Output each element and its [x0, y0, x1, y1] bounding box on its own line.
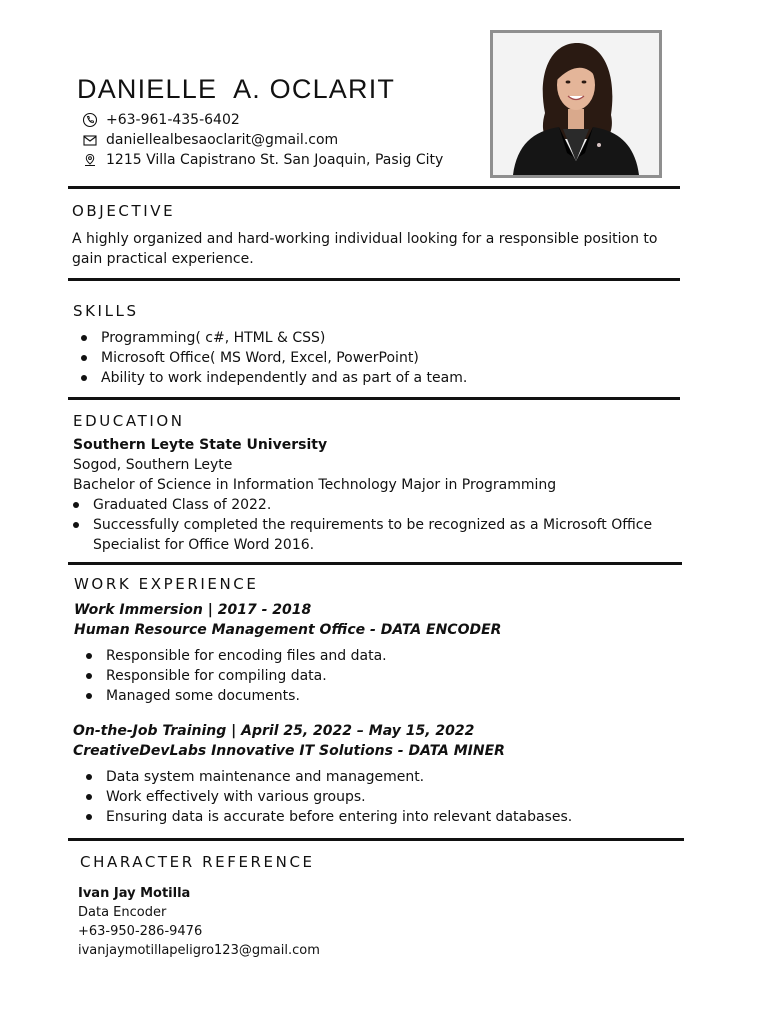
location-icon [82, 152, 98, 168]
list-item: Ability to work independently and as part of a team. [101, 370, 468, 386]
degree: Bachelor of Science in Information Technology Major in Programming [73, 477, 557, 493]
divider [68, 186, 680, 189]
list-item: Managed some documents. [106, 686, 387, 706]
work-heading: WORK EXPERIENCE [74, 575, 259, 593]
objective-heading: OBJECTIVE [72, 202, 176, 220]
reference-phone: +63-950-286-9476 [78, 924, 203, 939]
education-heading: EDUCATION [73, 412, 185, 430]
objective-text [72, 229, 657, 269]
candidate-name: DANIELLE A. OCLARIT [77, 74, 396, 104]
education-list [93, 495, 652, 535]
contact-email [82, 132, 338, 148]
mail-icon [82, 132, 98, 148]
list-item: Work effectively with various groups. [106, 787, 572, 807]
objective-line: A highly organized and hard-working individual looking for a responsible position to [72, 231, 658, 247]
profile-photo [490, 30, 662, 178]
job-title: Work Immersion | 2017 - 2018 [74, 602, 312, 618]
divider [68, 562, 682, 565]
list-item: Data system maintenance and management. [106, 767, 572, 787]
divider [68, 278, 680, 281]
reference-email: ivanjaymotillapeligro123@gmail.com [78, 943, 320, 958]
list-item: Programming( c#, HTML & CSS) [101, 328, 467, 348]
job-org: CreativeDevLabs Innovative IT Solutions - DATA MINER [73, 743, 505, 759]
phone-icon [82, 112, 98, 128]
school-name: Southern Leyte State University [73, 437, 328, 453]
list-item: Responsible for compiling data. [106, 666, 387, 686]
email-text: daniellealbesaoclarit@gmail.com [106, 132, 339, 148]
list-item: Microsoft Office( MS Word, Excel, PowerPoint) [101, 348, 467, 368]
skills-list [101, 328, 467, 388]
job-org: Human Resource Management Office - DATA ENCODER [74, 622, 502, 638]
address-text: 1215 Villa Capistrano St. San Joaquin, Pasig City [106, 152, 444, 168]
phone-text: +63-961-435-6402 [106, 112, 240, 128]
list-item: Graduated Class of 2022. [93, 495, 652, 515]
list-item: Successfully completed the requirements to be recognized as a Microsoft Office [93, 517, 653, 533]
divider [68, 838, 684, 841]
divider [68, 397, 680, 400]
list-item: Ensuring data is accurate before entering into relevant databases. [106, 809, 573, 825]
contact-phone [82, 112, 240, 128]
objective-line: gain practical experience. [72, 251, 254, 267]
reference-name: Ivan Jay Motilla [78, 886, 191, 901]
reference-heading: CHARACTER REFERENCE [80, 853, 315, 871]
contact-address [82, 152, 443, 168]
school-location: Sogod, Southern Leyte [73, 457, 233, 473]
reference-role: Data Encoder [78, 905, 167, 920]
list-item-continuation: Specialist for Office Word 2016. [93, 537, 315, 553]
list-item: Responsible for encoding files and data. [106, 648, 387, 664]
skills-heading: SKILLS [73, 302, 139, 320]
job-title: On-the-Job Training | April 25, 2022 – May 15, 2022 [73, 723, 475, 739]
job-duties [106, 646, 387, 706]
job-duties [106, 767, 572, 827]
